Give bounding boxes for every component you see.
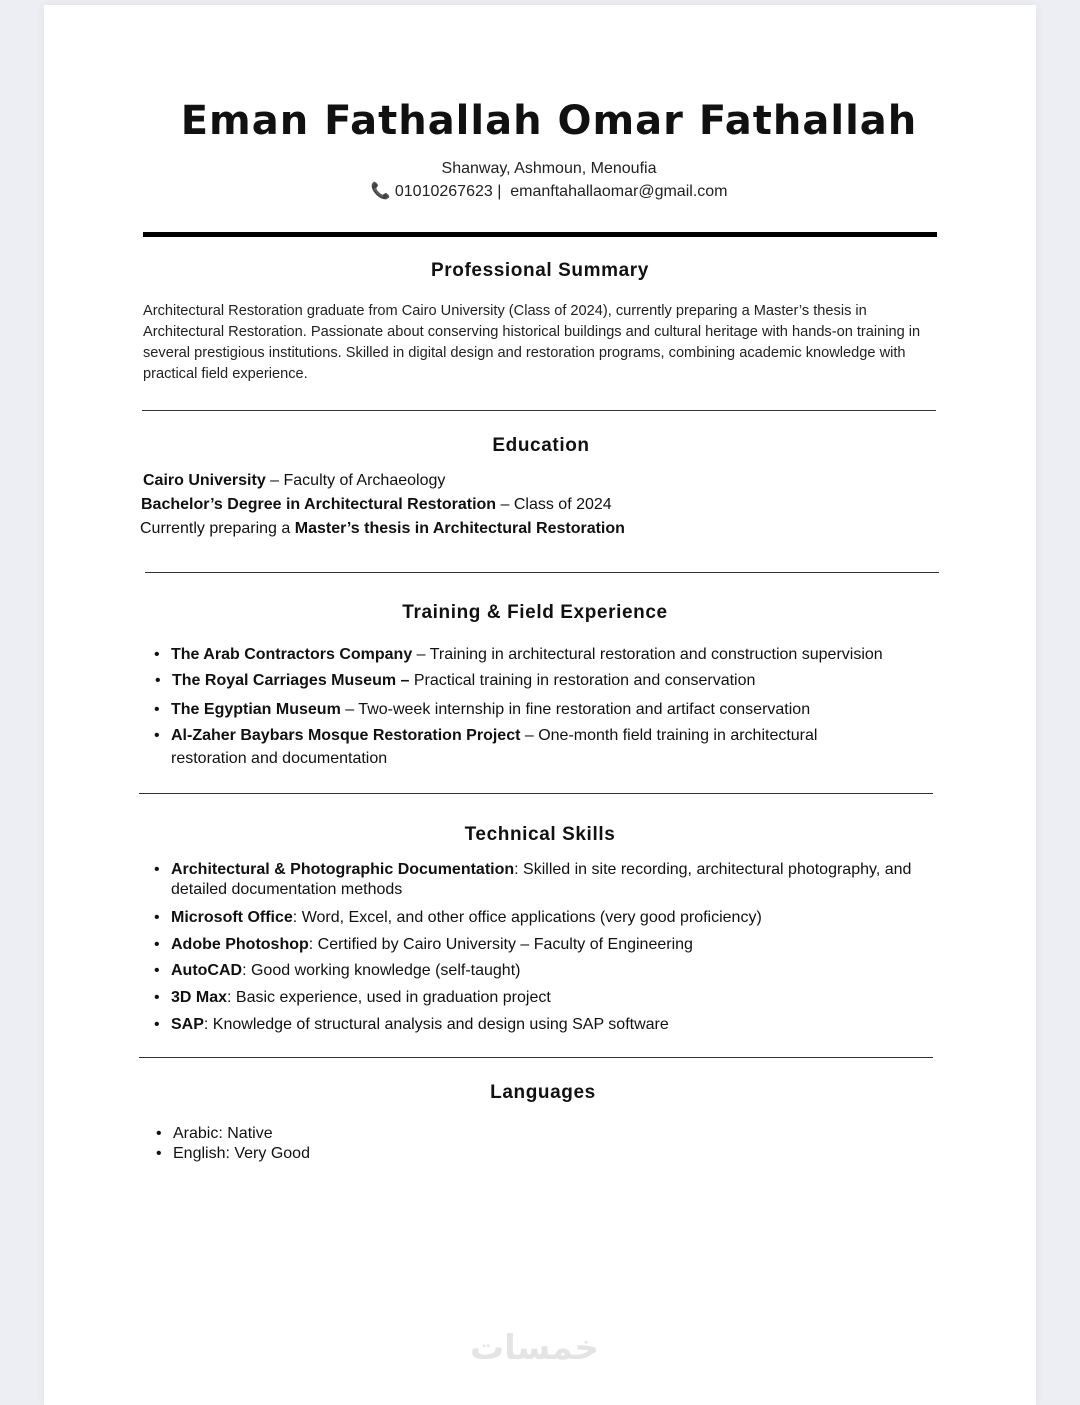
list-item: • The Arab Contractors Company – Training in architectural restoration and construction supervision: [171, 643, 941, 666]
separator: |: [497, 183, 502, 200]
contact-line: [0, 181, 1080, 201]
list-item: • AutoCAD: Good working knowledge (self-taught): [171, 959, 931, 982]
education-line: Currently preparing a Master’s thesis in Architectural Restoration: [140, 520, 625, 537]
skills-list: [171, 860, 931, 1036]
phone: 01010267623: [394, 183, 493, 200]
list-item: • Al-Zaher Baybars Mosque Restoration Project – One-month field training in architectural restoration and documentation: [171, 724, 871, 770]
summary-text: Architectural Restoration graduate from Cairo University (Class of 2024), currently preparing a Master’s thesis in Architectural Restoration. Passionate about conserving historical buildings and cultural heritage with hands-on training in several prestigious institutions. Skilled in digital design and restoration programs, combining academic knowledge with practical field experience.: [143, 303, 921, 382]
languages-heading: Languages: [490, 1082, 596, 1103]
divider: [145, 572, 939, 573]
address: Shanway, Ashmoun, Menoufia: [441, 160, 657, 177]
skills-heading: Technical Skills: [464, 824, 616, 845]
list-item: • The Royal Carriages Museum – Practical training in restoration and conservation: [172, 669, 942, 692]
list-item: • English: Very Good: [173, 1144, 310, 1164]
languages-list: [173, 1124, 310, 1164]
candidate-name: Eman Fathallah Omar Fathallah: [180, 98, 918, 144]
list-item: • Architectural & Photographic Documentation: Skilled in site recording, architectural photography, and detailed documentation methods: [171, 860, 931, 900]
list-item: • The Egyptian Museum – Two-week internship in fine restoration and artifact conservation: [171, 698, 941, 721]
training-list: [171, 643, 941, 770]
list-item: • Microsoft Office: Word, Excel, and other office applications (very good proficiency): [171, 906, 931, 929]
education-line: Bachelor’s Degree in Architectural Restoration – Class of 2024: [141, 496, 612, 513]
header-divider: [143, 232, 937, 237]
list-item: • 3D Max: Basic experience, used in graduation project: [171, 986, 931, 1009]
education-line: Cairo University – Faculty of Archaeology: [143, 472, 446, 489]
summary-heading: Professional Summary: [431, 260, 649, 281]
list-item: • SAP: Knowledge of structural analysis and design using SAP software: [171, 1013, 931, 1036]
phone-icon: 📞: [370, 183, 391, 200]
list-item: • Adobe Photoshop: Certified by Cairo University – Faculty of Engineering: [171, 933, 931, 956]
watermark-logo: خمسات: [470, 1328, 599, 1368]
divider: [142, 410, 936, 411]
training-heading: Training & Field Experience: [402, 602, 668, 623]
email[interactable]: emanftahallaomar@gmail.com: [510, 183, 728, 200]
divider: [139, 793, 933, 794]
education-heading: Education: [492, 435, 590, 456]
list-item: • Arabic: Native: [173, 1124, 310, 1144]
divider: [139, 1057, 933, 1058]
